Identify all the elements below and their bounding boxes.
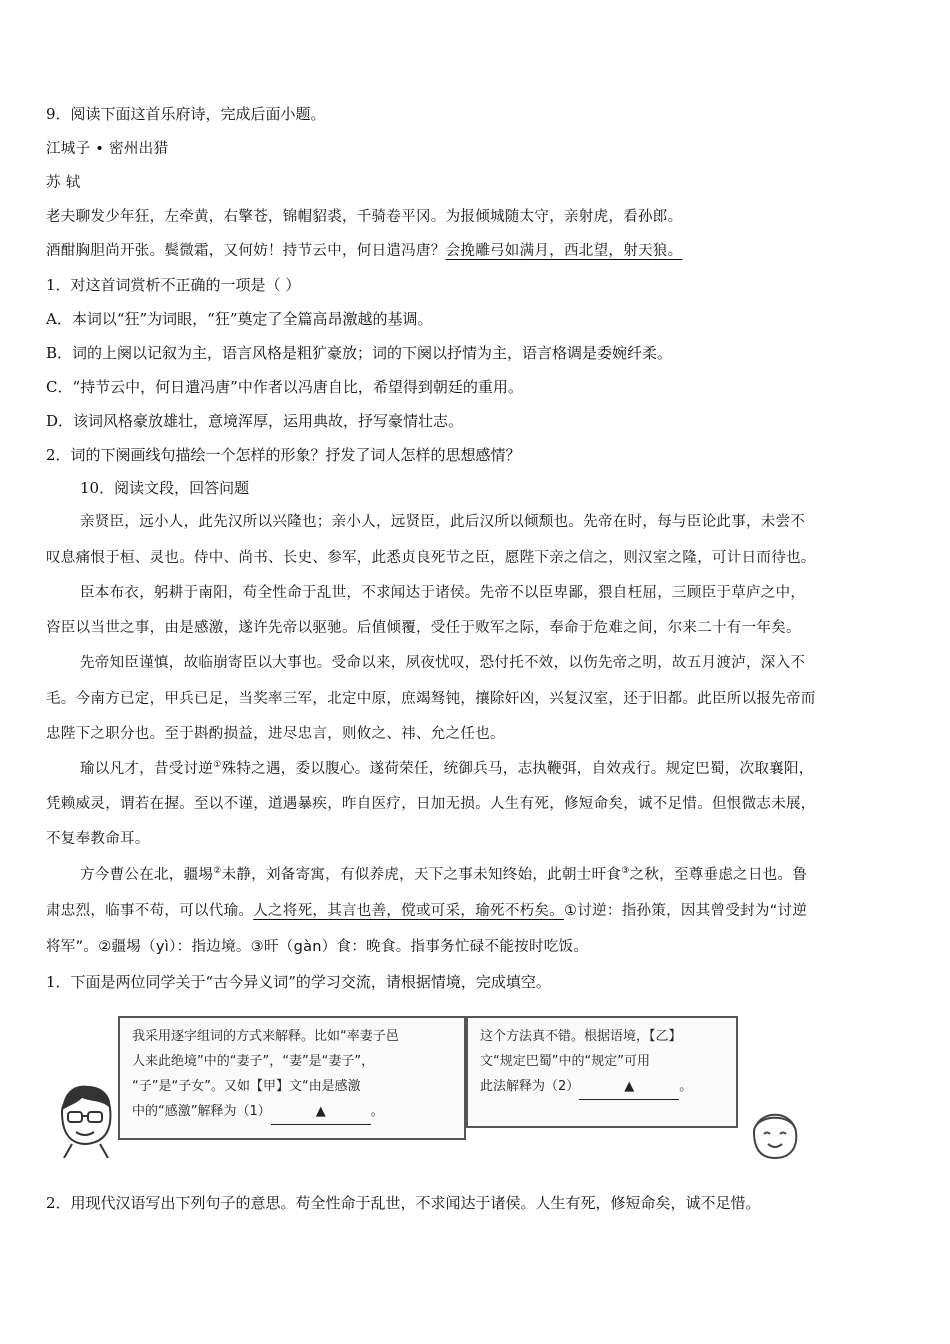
passage-p1-line1: 亲贤臣，远小人，此先汉所以兴隆也；亲小人，远贤臣，此后汉所以倾颓也。先帝在时，每与臣论此事，未尝不 bbox=[80, 514, 806, 530]
q10-sub1-question: 1．下面是两位同学关于“古今异义词”的学习交流，请根据情境，完成填空。 bbox=[46, 973, 551, 991]
passage-p2-line2: 咨臣以当世之事，由是感激，遂许先帝以驱驰。后值倾覆，受任于败军之际，奉命于危难之间，尔来二十有一年矣。 bbox=[46, 620, 801, 636]
p4-text-b: 殊特之遇，委以腹心。遂荷荣任，统御兵马，志执鞭弭，自效戎行。规定巴蜀，次取襄阳， bbox=[221, 761, 814, 777]
footnote-text: ①讨逆：指孙策，因其曾受封为“讨逆 bbox=[564, 903, 808, 919]
q10-sub2-question: 2．用现代汉语写出下列句子的意思。苟全性命于乱世，不求闻达于诸侯。人生有死，修短命矣，诚不足惜。 bbox=[46, 1194, 761, 1212]
option-a: A．本词以“狂”为词眼，“狂”奠定了全篇高昂激越的基调。 bbox=[46, 310, 433, 328]
passage-p3-line1: 先帝知臣谨慎，故临崩寄臣以大事也。受命以来，夙夜忧叹，恐付托不效，以伤先帝之明，故五月渡泸，深入不 bbox=[80, 655, 806, 671]
poem-line-2 bbox=[46, 241, 682, 261]
blank-1-marker: ▲ bbox=[315, 1104, 326, 1119]
footnote-marker-1: ① bbox=[213, 760, 222, 771]
passage-p5-line1 bbox=[80, 865, 807, 885]
blank-1[interactable] bbox=[271, 1099, 371, 1125]
poem-line-2-text: 酒酣胸胆尚开张。鬓微霜，又何妨！持节云中，何日遣冯唐？ bbox=[46, 243, 446, 259]
option-d: D．该词风格豪放雄壮，意境浑厚，运用典故，抒写豪情壮志。 bbox=[46, 412, 464, 430]
passage-p2-line1: 臣本布衣，躬耕于南阳，苟全性命于乱世，不求闻达于诸侯。先帝不以臣卑鄙，猥自枉屈，三顾臣于草庐之中， bbox=[80, 585, 806, 601]
footnote-marker-2: ② bbox=[213, 866, 222, 877]
bubble-right-line2: 文“规定巴蜀”中的“规定”可用 bbox=[480, 1054, 650, 1069]
passage-p3-line3: 忠陛下之职分也。至于斟酌损益，进尽忠言，则攸之、祎、允之任也。 bbox=[46, 726, 505, 742]
bubble-right-line3-text: 此法解释为（2） bbox=[480, 1079, 580, 1094]
option-b: B．词的上阕以记叙为主，语言风格是粗犷豪放；词的下阕以抒情为主，语言格调是委婉纤柔。 bbox=[46, 344, 673, 362]
boy-face-icon bbox=[56, 1078, 118, 1158]
blank-2[interactable] bbox=[579, 1074, 679, 1100]
passage-p1-line2: 叹息痛恨于桓、灵也。侍中、尚书、长史、参军，此悉贞良死节之臣，愿陛下亲之信之，则汉室之隆，可计日而待也。 bbox=[46, 550, 816, 566]
q9-sub2-question: 2．词的下阕画线句描绘一个怎样的形象？抒发了词人怎样的思想感情？ bbox=[46, 446, 521, 464]
passage-p4-line3: 不复奉教命耳。 bbox=[46, 831, 150, 847]
speech-bubble-right bbox=[466, 1016, 738, 1128]
girl-face-icon bbox=[746, 1102, 804, 1164]
passage-p4-line1 bbox=[80, 759, 814, 779]
bubble-left-line4: 中的“感激”解释为（1） ▲ 。 bbox=[132, 1099, 452, 1125]
option-c: C．“持节云中，何日遣冯唐”中作者以冯唐自比，希望得到朝廷的重用。 bbox=[46, 378, 523, 396]
bubble-right-line3: 此法解释为（2） ▲ 。 bbox=[480, 1074, 724, 1100]
p5-text-b: 未静，刘备寄寓，有似养虎，天下之事未知终始，此朝士旰食 bbox=[221, 867, 622, 883]
passage-p5-line3: 将军”。②疆埸（yì）：指边境。③旰（gàn）食：晚食。指事务忙碌不能按时吃饭。 bbox=[46, 939, 589, 955]
p5-line2-text: 肃忠烈，临事不苟，可以代瑜。 bbox=[46, 903, 254, 919]
passage-p4-line2: 凭赖威灵，谓若在握。至以不谨，道遇暴疾，昨自医疗，日加无损。人生有死，修短命矣，诚不足惜。但恨微志未展， bbox=[46, 796, 816, 812]
bubble-left-line3: “子”是“子女”。又如【甲】文“由是感激 bbox=[132, 1079, 361, 1094]
footnote-marker-3: ③ bbox=[621, 866, 630, 877]
q9-sub1-question: 1．对这首词赏析不正确的一项是（ ） bbox=[46, 276, 301, 294]
bubble-left-line1: 我采用逐字组词的方式来解释。比如“率妻子邑 bbox=[132, 1029, 399, 1044]
p5-underlined-sentence: 人之将死，其言也善，傥或可采，瑜死不朽矣。 bbox=[253, 903, 565, 919]
passage-p3-line2: 毛。今南方已定，甲兵已足，当奖率三军，北定中原，庶竭驽钝，攘除奸凶，兴复汉室，还于旧都。此臣所以报先帝而 bbox=[46, 691, 816, 707]
poem-line-1: 老夫聊发少年狂，左牵黄，右擎苍，锦帽貂裘，千骑卷平冈。为报倾城随太守，亲射虎，看孙郎。 bbox=[46, 209, 683, 225]
poem-underlined-sentence: 会挽雕弓如满月，西北望，射天狼。 bbox=[445, 243, 683, 259]
speech-bubble-left bbox=[118, 1016, 466, 1140]
p4-text-a: 瑜以凡才，昔受讨逆 bbox=[80, 761, 214, 777]
passage-p5-line2 bbox=[46, 901, 807, 921]
bubble-left-line4-text: 中的“感激”解释为（1） bbox=[132, 1104, 271, 1119]
bubble-right-line1: 这个方法真不错。根据语境，【乙】 bbox=[480, 1029, 682, 1044]
poem-author: 苏 轼 bbox=[46, 175, 81, 191]
p5-text-a: 方今曹公在北，疆埸 bbox=[80, 867, 214, 883]
q9-title: 9．阅读下面这首乐府诗，完成后面小题。 bbox=[46, 105, 326, 123]
p5-text-c: 之秋，至尊垂虑之日也。鲁 bbox=[629, 867, 808, 883]
bubble-left-line2: 人来此绝境”中的“妻子”，“妻”是“妻子”， bbox=[132, 1054, 375, 1069]
dialogue-illustration bbox=[46, 1010, 906, 1170]
q10-title: 10．阅读文段，回答问题 bbox=[80, 479, 250, 497]
blank-2-marker: ▲ bbox=[624, 1079, 635, 1094]
poem-title: 江城子 • 密州出猎 bbox=[46, 141, 169, 157]
